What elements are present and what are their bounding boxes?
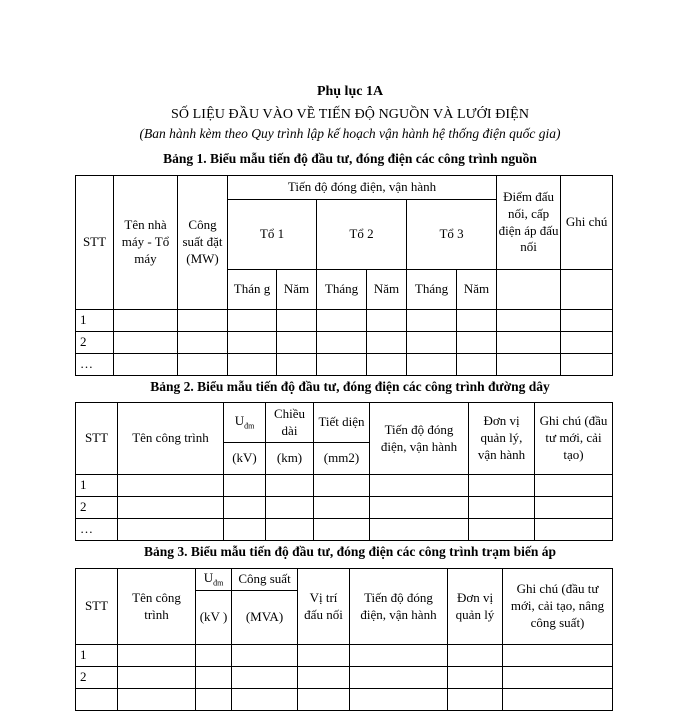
table-row: [76, 497, 613, 519]
row-number: …: [76, 519, 118, 541]
header-rated-voltage: $U_{đm}$: [196, 569, 232, 591]
row-number: 2: [76, 332, 114, 354]
unit-kv: (kV): [224, 443, 266, 475]
table2-line-schedule: [75, 402, 613, 541]
header-progress: Tiến độ đóng điện, vận hành: [370, 403, 469, 475]
row-number: 2: [76, 497, 118, 519]
subtitle: (Ban hành kèm theo Quy trình lập kế hoạch vận hành hệ thống điện quốc gia): [139, 126, 561, 141]
main-title: SỐ LIỆU ĐẦU VÀO VỀ TIẾN ĐỘ NGUỒN VÀ LƯỚI ĐIỆN: [170, 107, 530, 122]
header-unit-3: Tổ 3: [407, 200, 497, 270]
appendix-title: Phụ lục 1A: [316, 84, 384, 99]
table-row: [76, 354, 613, 376]
header-year: Năm: [457, 270, 497, 310]
table-row: [76, 519, 613, 541]
header-cross-section: Tiết diện: [314, 403, 370, 443]
unit-mva: (MVA): [232, 591, 298, 645]
header-manager: Đơn vị quản lý, vận hành: [469, 403, 535, 475]
header-year: Năm: [367, 270, 407, 310]
header-stt: STT: [76, 176, 114, 310]
header-capacity: Công suất đặt (MW): [178, 176, 228, 310]
empty-cell: [561, 270, 613, 310]
header-month: Tháng: [317, 270, 367, 310]
header-unit-1: Tổ 1: [228, 200, 317, 270]
row-number: …: [76, 354, 114, 376]
empty-cell: [497, 270, 561, 310]
header-year: Năm: [277, 270, 317, 310]
header-plant-name: Tên nhà máy - Tổ máy: [114, 176, 178, 310]
table-row: [76, 645, 613, 667]
unit-km: (km): [266, 443, 314, 475]
table-row: [76, 475, 613, 497]
table-row: [76, 332, 613, 354]
header-note: Ghi chú: [561, 176, 613, 270]
table3-substation-schedule: [75, 568, 613, 711]
unit-kv: (kV ): [196, 591, 232, 645]
row-number: 2: [76, 667, 118, 689]
table2-caption: Bảng 2. Biểu mẫu tiến độ đầu tư, đóng điện các công trình đường dây: [150, 379, 550, 394]
header-capacity: Công suất: [232, 569, 298, 591]
header-length: Chiều dài: [266, 403, 314, 443]
header-unit-2: Tổ 2: [317, 200, 407, 270]
header-connection-point: Điểm đấu nối, cấp điện áp đấu nối: [497, 176, 561, 270]
header-project-name: Tên công trình: [118, 403, 224, 475]
header-month: Tháng: [407, 270, 457, 310]
table-row: [76, 310, 613, 332]
table-row: [76, 667, 613, 689]
header-rated-voltage: $U_{đm}$: [224, 403, 266, 443]
row-number: 1: [76, 475, 118, 497]
unit-mm2: (mm2): [314, 443, 370, 475]
header-month: Thán g: [228, 270, 277, 310]
header-connection-location: Vị trí đấu nối: [298, 569, 350, 645]
header-progress: Tiến độ đóng điện, vận hành: [228, 176, 497, 200]
header-project-name: Tên công trình: [118, 569, 196, 645]
row-number: 1: [76, 310, 114, 332]
header-note: Ghi chú (đầu tư mới, cải tạo): [535, 403, 613, 475]
header-stt: STT: [76, 569, 118, 645]
table3-caption: Bảng 3. Biểu mẫu tiến độ đầu tư, đóng điện các công trình trạm biến áp: [143, 544, 557, 559]
row-number: 1: [76, 645, 118, 667]
table1-source-schedule: [75, 175, 613, 376]
header-progress: Tiến độ đóng điện, vận hành: [350, 569, 448, 645]
table1-caption: Bảng 1. Biểu mẫu tiến độ đầu tư, đóng điện các công trình nguồn: [163, 151, 537, 166]
header-stt: STT: [76, 403, 118, 475]
header-manager: Đơn vị quản lý: [448, 569, 503, 645]
header-note: Ghi chú (đầu tư mới, cải tạo, nâng công suất): [503, 569, 613, 645]
